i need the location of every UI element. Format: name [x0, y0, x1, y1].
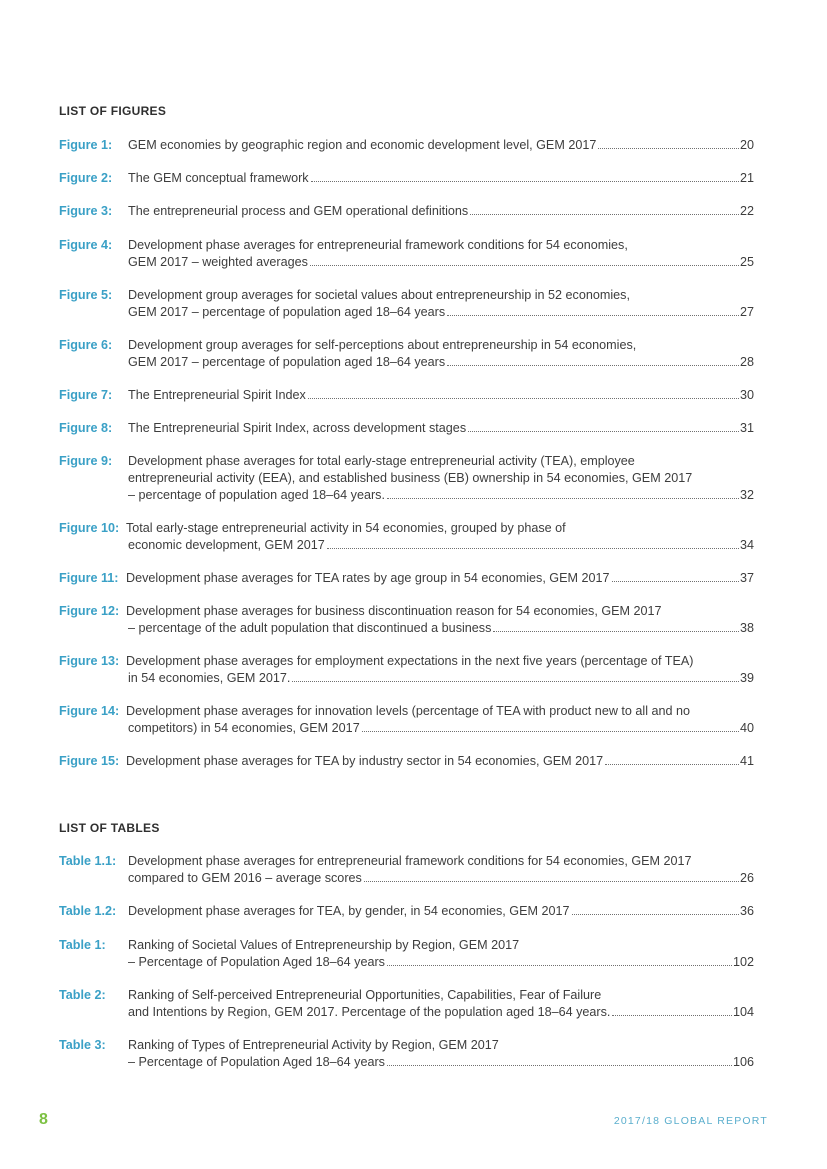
table-entry[interactable] [59, 903, 754, 920]
dot-leader [364, 881, 739, 882]
table-title-line: Development phase averages for TEA, by gender, in 54 economies, GEM 2017 [128, 904, 570, 918]
figure-entry[interactable] [59, 603, 754, 637]
figure-title-line: competitors) in 54 economies, GEM 2017 [128, 721, 360, 735]
figure-title-line: entrepreneurial activity (EEA), and established business (EB) ownership in 54 economies, GEM 2017 [128, 471, 693, 485]
page-ref[interactable]: 39 [739, 671, 754, 685]
figure-label: Figure 14: [59, 704, 120, 718]
dot-leader [362, 731, 739, 732]
dot-leader [387, 498, 739, 499]
figure-label: Figure 11: [59, 571, 119, 585]
dot-leader [468, 431, 739, 432]
figure-entry[interactable] [59, 203, 754, 220]
figure-entry[interactable] [59, 570, 754, 587]
page-ref[interactable]: 20 [739, 138, 754, 152]
dot-leader [292, 681, 739, 682]
list-of-figures-heading: LIST OF FIGURES [59, 104, 167, 118]
figure-label: Figure 1: [59, 138, 113, 152]
page-ref[interactable]: 28 [739, 355, 754, 369]
table-label: Table 1.1: [59, 854, 117, 868]
figure-label: Figure 5: [59, 288, 113, 302]
figure-label: Figure 3: [59, 204, 113, 218]
figure-title-line: Development phase averages for TEA rates by age group in 54 economies, GEM 2017 [126, 571, 610, 585]
figure-entry[interactable] [59, 653, 754, 687]
figure-label: Figure 15: [59, 754, 120, 768]
page-ref[interactable]: 31 [739, 421, 754, 435]
table-entry[interactable] [59, 937, 754, 971]
table-title-line: Ranking of Types of Entrepreneurial Activity by Region, GEM 2017 [128, 1038, 499, 1052]
table-title-line: Development phase averages for entrepreneurial framework conditions for 54 economies, GEM 2017 [128, 854, 692, 868]
page-ref[interactable]: 106 [732, 1055, 754, 1069]
figure-entry[interactable] [59, 387, 754, 404]
figure-title-line: GEM economies by geographic region and economic development level, GEM 2017 [128, 138, 597, 152]
dot-leader [327, 548, 739, 549]
figure-title-line: The Entrepreneurial Spirit Index, across development stages [128, 421, 467, 435]
figure-entry[interactable] [59, 703, 754, 737]
page-ref[interactable]: 21 [739, 171, 754, 185]
figure-entry[interactable] [59, 753, 754, 770]
dot-leader [605, 764, 739, 765]
table-label: Table 3: [59, 1038, 106, 1052]
figure-title-line: The GEM conceptual framework [128, 171, 309, 185]
figure-entry[interactable] [59, 520, 754, 554]
figure-title-line: The entrepreneurial process and GEM operational definitions [128, 204, 469, 218]
figure-label: Figure 8: [59, 421, 113, 435]
figure-entry[interactable] [59, 420, 754, 437]
page-ref[interactable]: 32 [739, 488, 754, 502]
figure-label: Figure 10: [59, 521, 120, 535]
page-ref[interactable]: 38 [739, 621, 754, 635]
figure-title-line: Development phase averages for entrepreneurial framework conditions for 54 economies, [128, 238, 628, 252]
dot-leader [447, 315, 739, 316]
figure-title-line: The Entrepreneurial Spirit Index [128, 388, 306, 402]
figure-entry[interactable] [59, 170, 754, 187]
page-ref[interactable]: 41 [739, 754, 754, 768]
figure-title-line: Development phase averages for total early-stage entrepreneurial activity (TEA), employee [128, 454, 635, 468]
figure-label: Figure 4: [59, 238, 113, 252]
dot-leader [387, 965, 732, 966]
table-title-line: – Percentage of Population Aged 18–64 years [128, 1055, 385, 1069]
dot-leader [310, 265, 739, 266]
dot-leader [612, 1015, 732, 1016]
page-ref[interactable]: 34 [739, 538, 754, 552]
figure-entry[interactable] [59, 287, 754, 321]
figure-title-line: GEM 2017 – percentage of population aged 18–64 years [128, 355, 446, 369]
dot-leader [572, 914, 739, 915]
figure-entry[interactable] [59, 137, 754, 154]
page-ref[interactable]: 40 [739, 721, 754, 735]
figure-label: Figure 13: [59, 654, 120, 668]
page-ref[interactable]: 37 [739, 571, 754, 585]
table-label: Table 1.2: [59, 904, 117, 918]
dot-leader [387, 1065, 732, 1066]
figure-title-line: – percentage of the adult population that discontinued a business [128, 621, 492, 635]
figure-title-line: in 54 economies, GEM 2017. [128, 671, 291, 685]
table-entry[interactable] [59, 987, 754, 1021]
dot-leader [447, 365, 739, 366]
figure-title-line: – percentage of population aged 18–64 years. [128, 488, 385, 502]
page-ref[interactable]: 30 [739, 388, 754, 402]
page-ref[interactable]: 26 [739, 871, 754, 885]
figure-entry[interactable] [59, 237, 754, 271]
page-ref[interactable]: 102 [732, 955, 754, 969]
table-label: Table 1: [59, 938, 106, 952]
table-title-line: – Percentage of Population Aged 18–64 years [128, 955, 385, 969]
page-number: 8 [39, 1111, 48, 1128]
page-ref[interactable]: 25 [739, 255, 754, 269]
figure-title-line: Development phase averages for innovation levels (percentage of TEA with product new to all and no [126, 704, 691, 718]
list-of-tables-heading: LIST OF TABLES [59, 821, 160, 835]
figure-title-line: GEM 2017 – weighted averages [128, 255, 308, 269]
figure-label: Figure 7: [59, 388, 113, 402]
page-ref[interactable]: 36 [739, 904, 754, 918]
figure-label: Figure 6: [59, 338, 113, 352]
table-title-line: Ranking of Societal Values of Entrepreneurship by Region, GEM 2017 [128, 938, 520, 952]
figure-entry[interactable] [59, 453, 754, 504]
page-ref[interactable]: 104 [732, 1005, 754, 1019]
dot-leader [311, 181, 739, 182]
figure-title-line: GEM 2017 – percentage of population aged 18–64 years [128, 305, 446, 319]
table-title-line: and Intentions by Region, GEM 2017. Percentage of the population aged 18–64 years. [128, 1005, 611, 1019]
table-entry[interactable] [59, 853, 754, 887]
table-title-line: Ranking of Self-perceived Entrepreneurial Opportunities, Capabilities, Fear of Failure [128, 988, 602, 1002]
table-label: Table 2: [59, 988, 106, 1002]
figure-label: Figure 2: [59, 171, 113, 185]
figure-title-line: Development phase averages for employment expectations in the next five years (percentage of TEA) [126, 654, 694, 668]
figure-title-line: Development group averages for societal values about entrepreneurship in 52 economies, [128, 288, 630, 302]
page-ref[interactable]: 27 [739, 305, 754, 319]
report-title: 2017/18 GLOBAL REPORT [613, 1115, 768, 1127]
figure-title-line: Development phase averages for business discontinuation reason for 54 economies, GEM 2017 [126, 604, 662, 618]
figure-title-line: economic development, GEM 2017 [128, 538, 325, 552]
figure-entry[interactable] [59, 337, 754, 371]
table-title-line: compared to GEM 2016 – average scores [128, 871, 362, 885]
figure-title-line: Development group averages for self-perceptions about entrepreneurship in 54 economies, [128, 338, 637, 352]
figure-label: Figure 12: [59, 604, 120, 618]
figure-title-line: Total early-stage entrepreneurial activity in 54 economies, grouped by phase of [126, 521, 566, 535]
figure-title-line: Development phase averages for TEA by industry sector in 54 economies, GEM 2017 [126, 754, 604, 768]
page-ref[interactable]: 22 [739, 204, 754, 218]
dot-leader [470, 214, 739, 215]
dot-leader [598, 148, 739, 149]
table-entry[interactable] [59, 1037, 754, 1071]
figure-label: Figure 9: [59, 454, 113, 468]
dot-leader [308, 398, 739, 399]
dot-leader [612, 581, 739, 582]
dot-leader [493, 631, 739, 632]
